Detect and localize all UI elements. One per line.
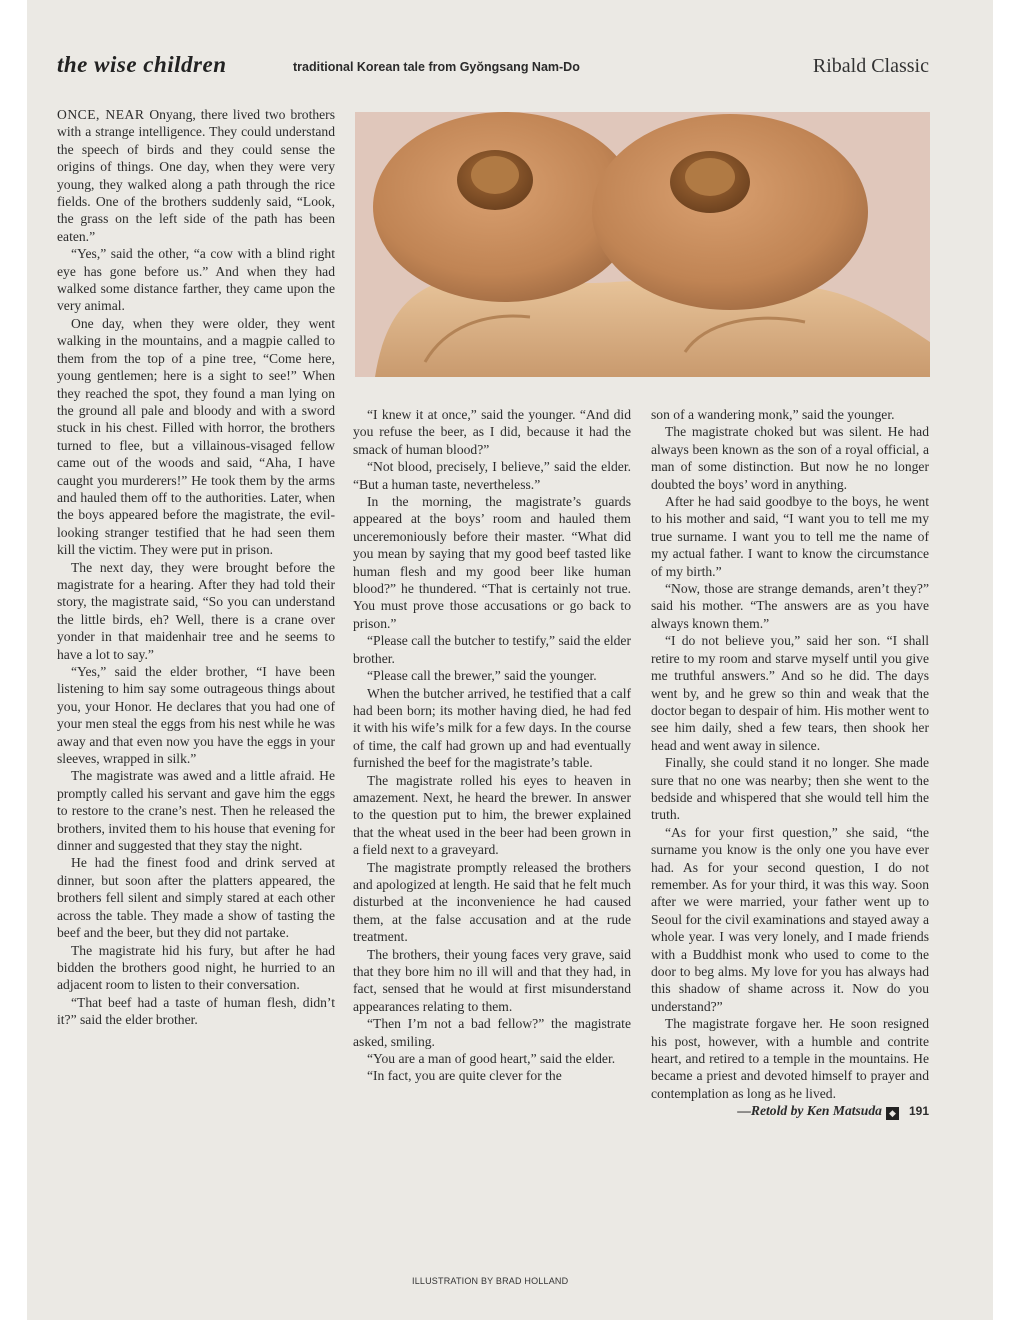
paragraph: One day, when they were older, they went walking in the mountains, and a magpie called to them from the top of a pine tree, “Come here, young gentlemen; here is a sight to see!” When they reached the spot, they found a man lying on the ground all pale and bloody and with a sword stuck in his chest. Filled with horror, the brothers turned to flee, but a villainous-visaged fellow came out of the woods and said, “Aha, I have caught you murderers!” He took them by the arms and hauled them off to the authorities. Later, when the boys appeared before the magistrate, the evil-looking stranger testified that he had seen them kill the victim. They were put in prison. <box>57 315 335 558</box>
paragraph <box>57 106 335 245</box>
paragraph: When the butcher arrived, he testified that a calf had been born; its mother having died, he had fed it with his wife’s milk for a few days. In the course of time, the calf had grown up and had eventually furnished the beef for the magistrate’s table. <box>353 685 631 771</box>
paragraph: “Not blood, precisely, I believe,” said the elder. “But a human taste, nevertheless.” <box>353 459 631 492</box>
column-1 <box>57 106 335 1029</box>
paragraph: “Yes,” said the elder brother, “I have been listening to him say some outrageous things about you, your Honor. He declares that you had one of your men steal the eggs from his nest while he was away and that even now you have the eggs in your sleeves, wrapped in silk.” <box>57 664 335 767</box>
column-3 <box>651 406 929 1121</box>
paragraph: “I do not believe you,” said her son. “I shall retire to my room and starve myself until you give me truthful answers.” And so he did. The days went by, and he grew so thin and weak that the doctor began to despair of him. His mother went to see him daily, shed a few tears, then shook her head and went away in silence. <box>651 633 929 753</box>
paragraph: “That beef had a taste of human flesh, didn’t it?” said the elder brother. <box>57 994 335 1028</box>
paragraph-text: Onyang, there lived two brothers with a strange intelligence. They could understand the speech of birds and they could sense the origins of things. One day, when they were very young, they walked along a path through the rice fields. One of the brothers suddenly said, “Look, the grass on the left side of the path has been eaten.” <box>57 107 335 244</box>
paragraph: “You are a man of good heart,” said the elder. <box>367 1051 616 1067</box>
paragraph: “Then I’m not a bad fellow?” the magistrate asked, smiling. <box>353 1016 631 1049</box>
paragraph: “I knew it at once,” said the younger. “And did you refuse the beer, as I did, because it had the smack of human blood?” <box>353 407 631 457</box>
paragraph: “Please call the brewer,” said the younger. <box>367 668 597 684</box>
paragraph: Finally, she could stand it no longer. She made sure that no one was nearby; then she went to the bedside and whispered that she would tell him the truth. <box>651 755 929 823</box>
paragraph: After he had said goodbye to the boys, he went to his mother and said, “I want you to tell me my true surname. I want you to tell me the name of my actual father. I want to know the circumstance of my birth.” <box>651 494 929 579</box>
paragraph: The brothers, their young faces very grave, said that they bore him no ill will and that they had, in fact, sensed that he would at first misunderstand appearances relating to them. <box>353 946 631 1014</box>
paragraph: “As for your first question,” she said, “the surname you know is the only one you have ever had. As for your second question, I do not remember. As for your third, it was this way. Soon after we were married, your father went up to Seoul for the civil examinations and stayed away a whole year. I was very lonely, and I made friends with a Buddhist monk who used to come to the door to beg alms. My love for you has always had this shadow of shame across it. Now do you understand?” <box>651 824 929 1014</box>
paragraph: “Yes,” said the other, “a cow with a blind right eye has gone before us.” And when they had walked some distance farther, they came upon the very animal. <box>57 246 335 314</box>
paragraph: The magistrate promptly released the brothers and apologized at length. He said that he felt much disturbed at the inconvenience he had caused them, at the false accusation and at the rude treatment. <box>353 859 631 945</box>
paragraph: “In fact, you are quite clever for the <box>367 1068 562 1084</box>
paragraph: The magistrate rolled his eyes to heaven in amazement. Next, he heard the brewer. In answer to the question put to him, the brewer explained that the wheat used in the beer had been grown in a field next to a graveyard. <box>353 772 631 858</box>
story-title: the wise children <box>57 52 227 77</box>
story-subtitle: traditional Korean tale from Gyŏngsang Nam-Do <box>293 60 580 74</box>
byline: —Retold by Ken Matsuda <box>737 1103 882 1119</box>
column-2 <box>353 406 631 1085</box>
paragraph: The magistrate hid his fury, but after he had bidden the brothers good night, he hurried to an adjacent room to listen to their conversation. <box>57 942 335 993</box>
paragraph-continued: son of a wandering monk,” said the younger. <box>651 407 895 422</box>
page-number: 191 <box>908 1104 929 1119</box>
paragraph: “Please call the butcher to testify,” said the elder brother. <box>353 633 631 666</box>
lead-in: ONCE, NEAR <box>57 107 145 122</box>
paragraph: The magistrate choked but was silent. He had always been known as the son of a royal official, a man of some distinction. But now he no longer doubted the boys’ word in anything. <box>651 424 929 492</box>
section-label: Ribald Classic <box>812 55 929 77</box>
byline-row <box>651 1102 929 1120</box>
paragraph: “Now, those are strange demands, aren’t they?” said his mother. “The answers are as you have always known them.” <box>651 581 929 631</box>
paragraph: The next day, they were brought before the magistrate for a hearing. After they had told their story, the magistrate said, “So you can understand the little birds, eh? Well, there is a crane over yonder in that maidenhair tree and he seems to have a lot to say.” <box>57 559 335 662</box>
breasts-illustration-icon <box>355 112 930 377</box>
paragraph: The magistrate was awed and a little afraid. He promptly called his servant and gave him the eggs to restore to the crane’s nest. Then he released the brothers, invited them to his house that evening for dinner and suggested that they stay the night. <box>57 768 335 854</box>
paragraph: In the morning, the magistrate’s guards appeared at the boys’ room and hauled them unceremoniously before their master. “What did you mean by saying that my good beef tasted like human flesh and my good beer like human blood?” he thundered. “That is certainly not true. You must prove those accusations or go back to prison.” <box>353 494 631 631</box>
paragraph: The magistrate forgave her. He soon resigned his post, however, with a humble and contrite heart, and retired to a temple in the mountains. He became a priest and devoted himself to prayer and contemplation as long as he lived. <box>651 1016 929 1101</box>
illustration-credit: ILLUSTRATION BY BRAD HOLLAND <box>412 1276 569 1286</box>
paragraph: He had the finest food and drink served at dinner, but soon after the platters appeared, the brothers fell silent and simply stared at each other across the table. They made a show of tasting the beef and the beer, but they did not partake. <box>57 855 335 941</box>
bunny-logo-icon: ◆ <box>886 1107 899 1120</box>
illustration <box>355 112 930 377</box>
